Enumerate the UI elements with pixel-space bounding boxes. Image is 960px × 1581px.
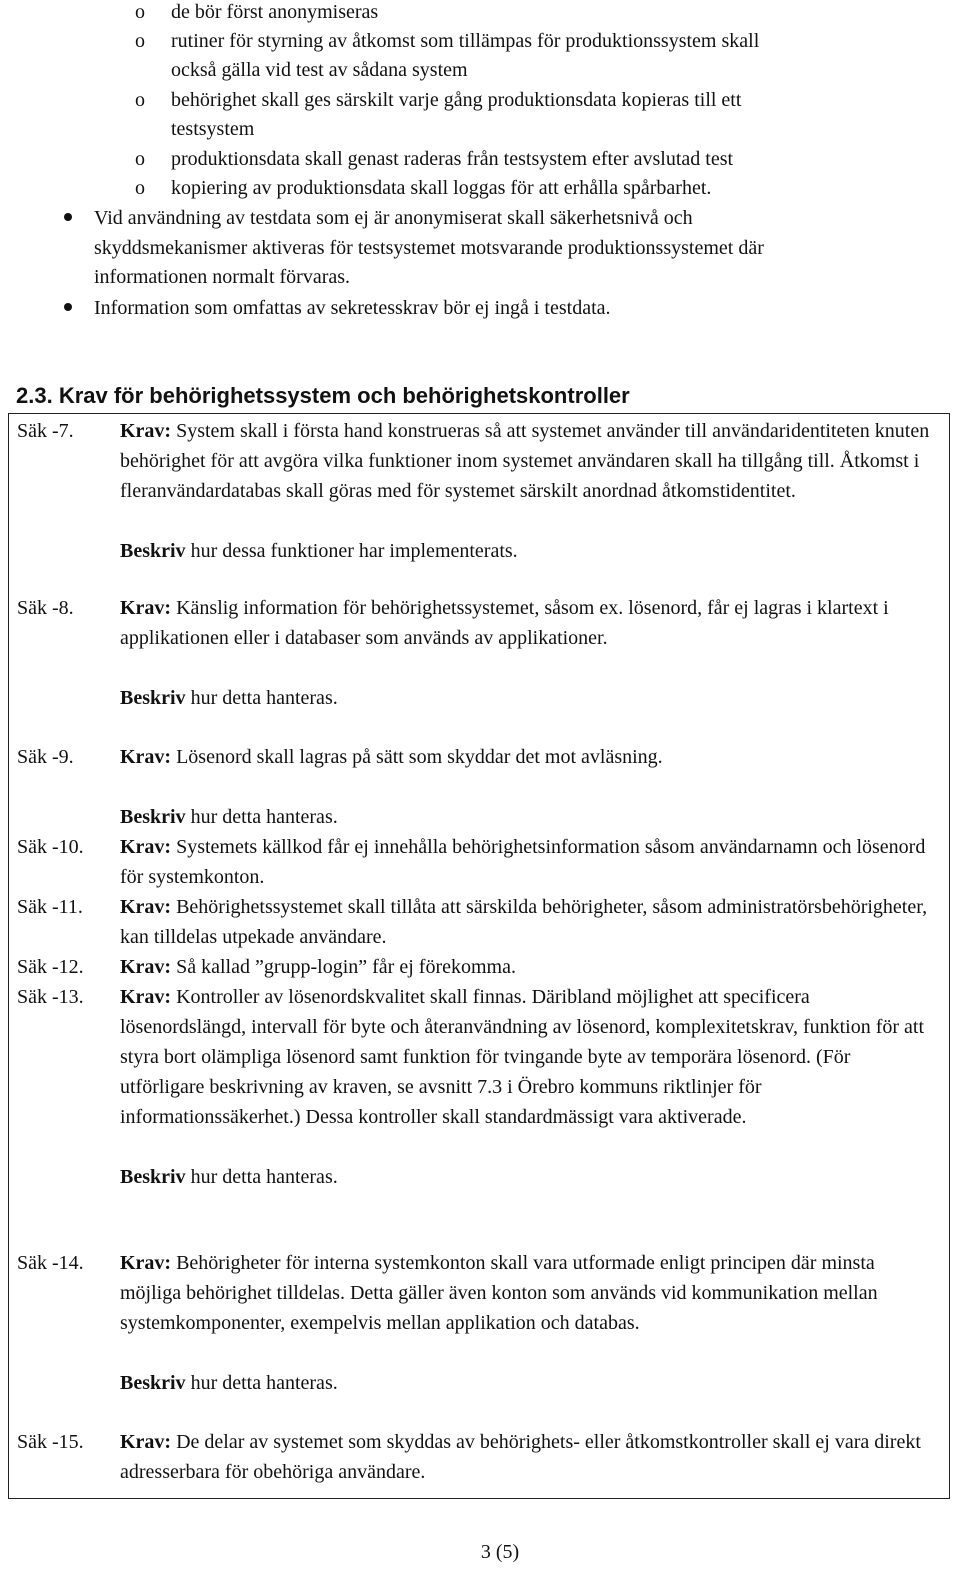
beskriv-label: Beskriv	[120, 540, 186, 562]
requirements-table	[8, 413, 950, 1499]
section-number: 2.3.	[16, 383, 53, 408]
requirement-text: De delar av systemet som skyddas av behörighets- eller åtkomstkontroller skall ej vara direkt adresserbara för obehöriga användare.	[120, 1431, 921, 1483]
krav-label: Krav:	[120, 896, 172, 918]
krav-label: Krav:	[120, 420, 172, 442]
bullet-text: Vid användning av testdata som ej är anonymiserat skall säkerhetsnivå och	[94, 207, 693, 229]
requirement-body	[120, 892, 930, 952]
requirement-id: Säk -15.	[17, 1431, 84, 1453]
requirement-body	[120, 1248, 930, 1398]
requirement-id: Säk -12.	[17, 956, 84, 978]
describe-text: hur detta hanteras.	[190, 1372, 338, 1394]
requirement-id: Säk -10.	[17, 836, 84, 858]
bullet-text: skyddsmekanismer aktiveras för testsystemet motsvarande produktionssystemet där	[94, 237, 764, 259]
requirement-text: System skall i första hand konstrueras så att systemet använder till användaridentiteten knuten behörighet för att avgöra vilka funktioner inom systemet användaren skall ha tillgång till. Åtkomst i fleranvändardatabas skall göras med för systemet särskilt anordnad åtkomstidentitet.	[120, 420, 930, 502]
krav-label: Krav:	[120, 986, 172, 1008]
krav-label: Krav:	[120, 956, 172, 978]
bullet-icon	[64, 303, 72, 311]
krav-label: Krav:	[120, 597, 172, 619]
requirement-body	[120, 1427, 930, 1487]
requirement-id: Säk -9.	[17, 746, 74, 768]
describe-text: hur detta hanteras.	[190, 687, 338, 709]
krav-label: Krav:	[120, 746, 172, 768]
beskriv-label: Beskriv	[120, 1372, 186, 1394]
requirement-id: Säk -11.	[17, 896, 83, 918]
sub-list-marker: o	[135, 148, 145, 170]
requirement-text: Systemets källkod får ej innehålla behörighetsinformation såsom användarnamn och lösenord för systemkonton.	[120, 836, 926, 888]
krav-label: Krav:	[120, 836, 172, 858]
requirement-body	[120, 952, 930, 982]
describe-text: hur detta hanteras.	[190, 806, 338, 828]
requirement-text: Så kallad ”grupp-login” får ej förekomma.	[176, 956, 516, 978]
requirement-text: Lösenord skall lagras på sätt som skyddar det mot avläsning.	[176, 746, 663, 768]
sub-list-text: rutiner för styrning av åtkomst som tillämpas för produktionssystem skall	[171, 30, 760, 52]
krav-label: Krav:	[120, 1431, 172, 1453]
sub-list-text: kopiering av produktionsdata skall loggas för att erhålla spårbarhet.	[171, 177, 712, 199]
sub-list-marker: o	[135, 177, 145, 199]
beskriv-label: Beskriv	[120, 687, 186, 709]
requirement-body	[120, 593, 930, 713]
bullet-icon	[64, 213, 72, 221]
requirement-id: Säk -14.	[17, 1252, 84, 1274]
bullet-text: Information som omfattas av sekretesskrav bör ej ingå i testdata.	[94, 297, 611, 319]
requirement-body	[120, 832, 930, 892]
section-title: Krav för behörighetssystem och behörighetskontroller	[58, 383, 630, 408]
requirement-text: Känslig information för behörighetssystemet, såsom ex. lösenord, får ej lagras i klartext i applikationen eller i databaser som används av applikationer.	[120, 597, 889, 649]
requirement-id: Säk -7.	[17, 420, 74, 442]
requirement-id: Säk -8.	[17, 597, 74, 619]
sub-list-text: också gälla vid test av sådana system	[171, 59, 468, 81]
requirement-id: Säk -13.	[17, 986, 84, 1008]
sub-list-marker: o	[135, 30, 145, 52]
sub-list-text: testsystem	[171, 118, 255, 140]
requirement-text: Behörighetssystemet skall tillåta att särskilda behörigheter, såsom administratörsbehörigheter, kan tilldelas utpekade användare.	[120, 896, 928, 948]
requirement-body	[120, 742, 930, 832]
page-number: 3 (5)	[480, 1541, 520, 1563]
describe-text: hur detta hanteras.	[190, 1166, 338, 1188]
sub-list-text: behörighet skall ges särskilt varje gång produktionsdata kopieras till ett	[171, 89, 742, 111]
beskriv-label: Beskriv	[120, 806, 186, 828]
beskriv-label: Beskriv	[120, 1166, 186, 1188]
sub-list-marker: o	[135, 89, 145, 111]
requirement-text: Behörigheter för interna systemkonton skall vara utformade enligt principen där minsta möjliga behörighet tilldelas. Detta gäller även konton som används vid kommunikation mellan systemkomponenter, exempelvis mellan applikation och databas.	[120, 1252, 878, 1334]
bullet-text: informationen normalt förvaras.	[94, 266, 351, 288]
requirement-text: Kontroller av lösenordskvalitet skall finnas. Däribland möjlighet att specificera lösenordslängd, intervall för byte och återanvändning av lösenord, komplexitetskrav, funktion för att styra bort olämpliga lösenord samt funktion för tvingande byte av temporära lösenord. (För utförligare beskrivning av kraven, se avsnitt 7.3 i Örebro kommuns riktlinjer för informationssäkerhet.) Dessa kontroller skall standardmässigt vara aktiverade.	[120, 986, 925, 1128]
krav-label: Krav:	[120, 1252, 172, 1274]
requirement-body	[120, 982, 930, 1192]
describe-text: hur dessa funktioner har implementerats.	[190, 540, 518, 562]
sub-list-text: de bör först anonymiseras	[171, 1, 379, 23]
sub-list-marker: o	[135, 1, 145, 23]
section-heading	[16, 383, 630, 409]
requirement-body	[120, 416, 930, 566]
sub-list-text: produktionsdata skall genast raderas från testsystem efter avslutad test	[171, 148, 734, 170]
